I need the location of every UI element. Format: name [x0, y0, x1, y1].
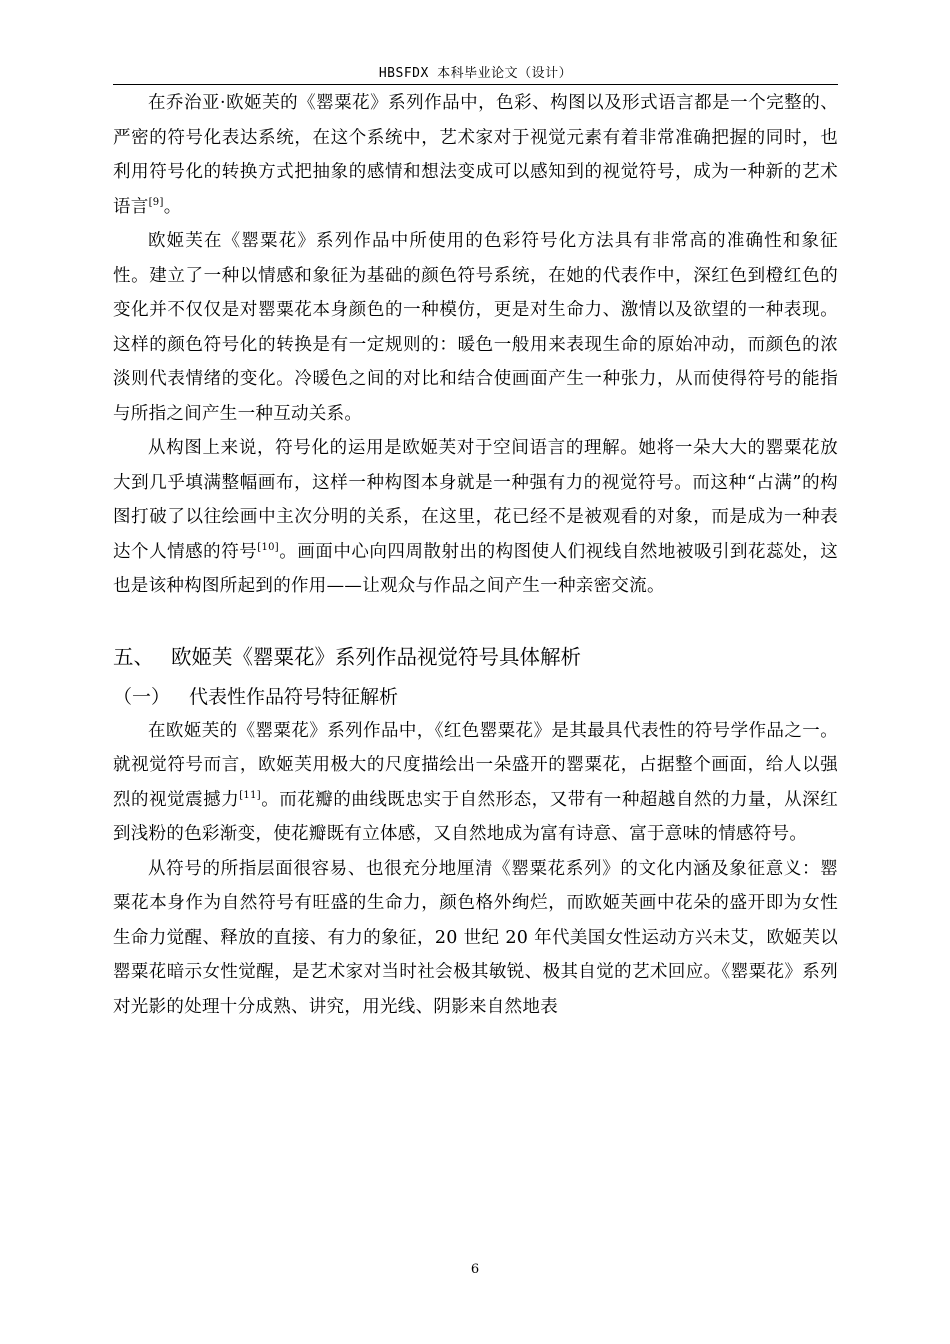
section-heading — [113, 640, 838, 674]
page-number: 6 — [470, 1262, 480, 1277]
paragraph-3 — [113, 431, 838, 604]
paragraph-1 — [113, 86, 838, 224]
citation-10: [10] — [257, 541, 279, 553]
paragraph-1-text: 在乔治亚·欧姬芙的《罂粟花》系列作品中，色彩、构图以及形式语言都是一个完整的、严密的符号化表达系统，在这个系统中，艺术家对于视觉元素有着非常准确把握的同时，也利用符号化的转换方式把抽象的感情和想法变成可以感知到的视觉符号，成为一种新的艺术语言 — [113, 93, 838, 217]
subsection-title: 代表性作品符号特征解析 — [189, 685, 399, 708]
paragraph-4-text: 在欧姬芙的《罂粟花》系列作品中，《红色罂粟花》是其最具代表性的符号学作品之一。就视觉符号而言，欧姬芙用极大的尺度描绘出一朵盛开的罂粟花，占据整个画面，给人以强烈的视觉震撼力 — [113, 720, 838, 810]
subsection-heading — [113, 680, 838, 714]
paragraph-2-text: 欧姬芙在《罂粟花》系列作品中所使用的色彩符号化方法具有非常高的准确性和象征性。建立了一种以情感和象征为基础的颜色符号系统，在她的代表作中，深红色到橙红色的变化并不仅仅是对罂粟花本身颜色的一种模仿，更是对生命力、激情以及欲望的一种表现。这样的颜色符号化的转换是有一定规则的：暖色一般用来表现生命的原始冲动，而颜色的浓淡则代表情绪的变化。冷暖色之间的对比和结合使画面产生一种张力，从而使得符号的能指与所指之间产生一种互动关系。 — [113, 231, 838, 424]
citation-11: [11] — [239, 789, 261, 801]
paragraph-5-text: 从符号的所指层面很容易、也很充分地厘清《罂粟花系列》的文化内涵及象征意义：罂粟花本身作为自然符号有旺盛的生命力，颜色格外绚烂，而欧姬芙画中花朵的盛开即为女性生命力觉醒、释放的直接、有力的象征，20 世纪 20 年代美国女性运动方兴未艾，欧姬芙以罂粟花暗示女性觉醒，是艺术家对当时社会极其敏锐、极其自觉的艺术回应。《罂粟花》系列对光影的处理十分成熟、讲究，用光线、阴影来自然地表 — [113, 858, 838, 1017]
paragraph-5 — [113, 852, 838, 1025]
citation-9: [9] — [148, 196, 164, 208]
document-body — [113, 86, 838, 1024]
paragraph-2 — [113, 224, 838, 431]
paragraph-3-text: 从构图上来说，符号化的运用是欧姬芙对于空间语言的理解。她将一朵大大的罂粟花放大到几乎填满整幅画布，这样一种构图本身就是一种强有力的视觉符号。而这种“占满”的构图打破了以往绘画中主次分明的关系，在这里，花已经不是被观看的对象，而是成为一种表达个人情感的符号 — [113, 438, 838, 562]
section-number: 五、 — [113, 644, 154, 669]
paragraph-4 — [113, 714, 838, 852]
section-title: 欧姬芙《罂粟花》系列作品视觉符号具体解析 — [171, 644, 581, 669]
paragraph-4-tail: 。而花瓣的曲线既忠实于自然形态，又带有一种超越自然的力量，从深红到浅粉的色彩渐变，使花瓣既有立体感，又自然地成为富有诗意、富于意味的情感符号。 — [113, 789, 838, 844]
subsection-number: （一） — [113, 685, 171, 708]
paragraph-3-tail: 。画面中心向四周散射出的构图使人们视线自然地被吸引到花蕊处，这也是该种构图所起到的作用——让观众与作品之间产生一种亲密交流。 — [113, 541, 838, 596]
paragraph-1-tail: 。 — [163, 196, 182, 217]
header-rule — [113, 84, 838, 85]
page-header: HBSFDX 本科毕业论文（设计） — [378, 66, 573, 81]
